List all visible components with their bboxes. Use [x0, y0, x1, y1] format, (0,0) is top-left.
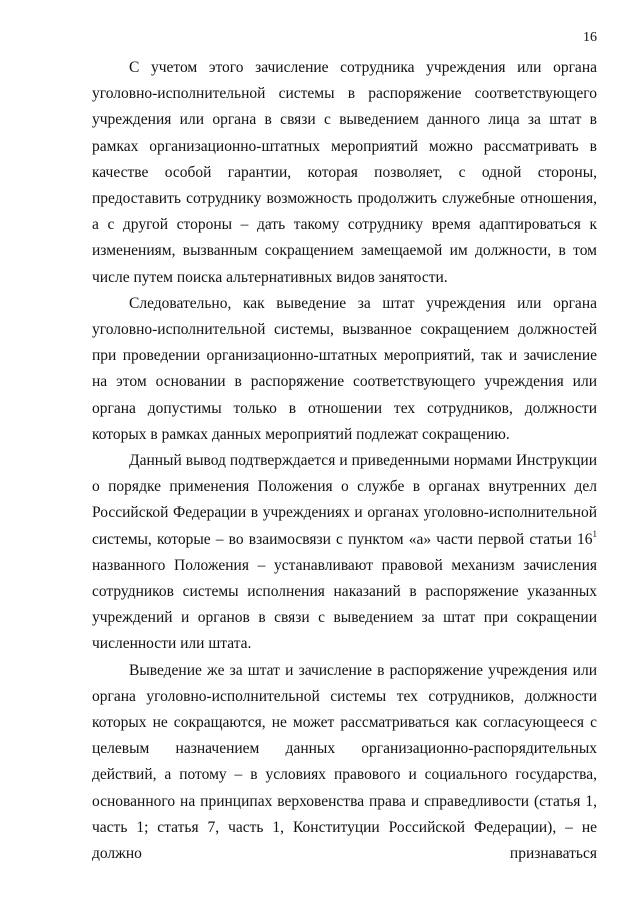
paragraph-3-text-after: названного Положения – устанавливают правовой механизм зачисления сотрудников системы исполнения наказаний в распоряжение указанных учреждений и органов в связи с выведением за штат при сокращении численности или штата.: [92, 556, 597, 653]
paragraph-4: Выведение же за штат и зачисление в распоряжение учреждения или органа уголовно-исполнительной системы тех сотрудников, должности которых не сокращаются, не может рассматриваться как согласующееся с целевым назначением данных организационно-распорядительных действий, а потому – в условиях правового и социального государства, основанного на принципах верховенства права и справедливости (статья 1, часть 1; статья 7, часть 1, Конституции Российской Федерации), – не должно признаваться: [92, 661, 597, 863]
footnote-superscript: 1: [592, 528, 597, 539]
page-number: 16: [583, 30, 597, 45]
paragraph-3-text-before: Данный вывод подтверждается и приведенными нормами Инструкции о порядке применения Положения о службе в органах внутренних дел Российской Федерации в учреждениях и органах уголовно-исполнительной системы, которые – во взаимосвязи с пунктом «а» части первой статьи 16: [92, 452, 597, 548]
document-body: [92, 55, 597, 867]
paragraph-1: С учетом этого зачисление сотрудника учреждения или органа уголовно-исполнительной системы в распоряжение соответствующего учреждения или органа в связи с выведением данного лица за штат в рамках организационно-штатных мероприятий можно рассматривать в качестве особой гарантии, которая позволяет, с одной стороны, предоставить сотруднику возможность продолжить служебные отношения, а с другой стороны – дать такому сотруднику время адаптироваться к изменениям, вызванным сокращением замещаемой им должности, в том числе путем поиска альтернативных видов занятости.: [92, 59, 597, 286]
paragraph-2: Следовательно, как выведение за штат учреждения или органа уголовно-исполнительной системы, вызванное сокращением должностей при проведении организационно-штатных мероприятий, так и зачисление на этом основании в распоряжение соответствующего учреждения или органа допустимы только в отношении тех сотрудников, должности которых в рамках данных мероприятий подлежат сокращению.: [92, 294, 597, 443]
paragraph-3: [92, 448, 597, 658]
